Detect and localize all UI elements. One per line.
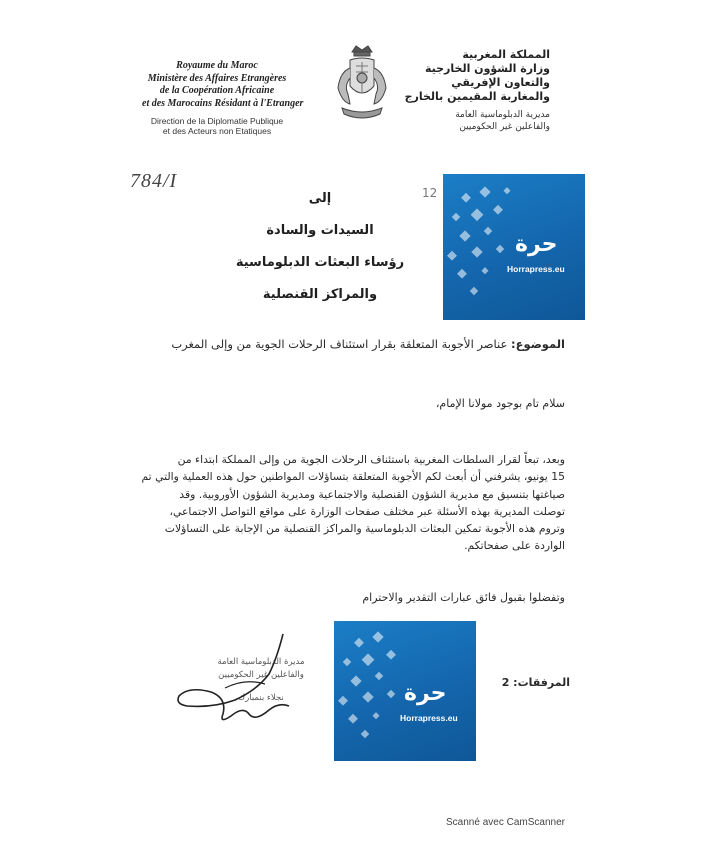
arabic-header bbox=[400, 48, 550, 133]
ar-direction bbox=[400, 110, 550, 133]
addressee-line: والمراكز القنصلية bbox=[262, 287, 378, 302]
attachments-count: المرفقات: 2 bbox=[501, 676, 570, 689]
handwritten-signature-icon bbox=[165, 628, 325, 738]
fr-header-line: et des Marocains Résidant à l'Etranger bbox=[142, 97, 304, 109]
scanner-footer: Scanné avec CamScanner bbox=[446, 817, 565, 828]
watermark-logo bbox=[334, 621, 476, 761]
ar-header-line: وزارة الشؤون الخارجية bbox=[424, 62, 550, 75]
watermark-url: Horrapress.eu bbox=[400, 713, 458, 723]
stamp-line: والفاعلين غير الحكوميين bbox=[218, 670, 304, 680]
diamond-pattern-icon bbox=[443, 174, 585, 320]
subject-line bbox=[150, 336, 565, 353]
addressee bbox=[230, 183, 410, 311]
watermark-url: Horrapress.eu bbox=[507, 264, 565, 274]
fr-header-line: Royaume du Maroc bbox=[176, 60, 258, 71]
subject-text: عناصر الأجوبة المتعلقة بقرار استئناف الرحلات الجوية من وإلى المغرب bbox=[171, 337, 508, 351]
addressee-line: رؤساء البعثات الدبلوماسية bbox=[235, 255, 405, 270]
watermark-name: حرة bbox=[515, 232, 558, 257]
partial-number: 12 bbox=[422, 186, 438, 200]
letter-body bbox=[135, 451, 565, 555]
ar-direction-line: والفاعلين غير الحكوميين bbox=[459, 121, 550, 132]
royal-emblem-icon bbox=[330, 42, 394, 128]
salutation: سلام تام بوجود مولانا الإمام، bbox=[435, 397, 565, 410]
ar-header-line: والمغاربة المقيمين بالخارج bbox=[404, 90, 550, 103]
addressee-line: إلى bbox=[308, 191, 332, 206]
body-line: توصلت المديرية بهذه الأسئلة عبر مختلف صفحات الوزارة على مواقع التواصل الاجتماعي، bbox=[169, 504, 565, 518]
ar-header-line: والتعاون الإفريقي bbox=[451, 76, 550, 89]
body-line: الواردة على صفحاتكم. bbox=[464, 539, 565, 553]
body-line: وبعد، تبعاً لقرار السلطات المغربية باستئناف الرحلات الجوية من وإلى المملكة ابتداء من bbox=[177, 453, 565, 466]
subject-label: الموضوع: bbox=[511, 337, 565, 351]
body-line: صياغتها بتنسيق مع مديرية الشؤون القنصلية والاجتماعية ومديرية الشؤون الأوروبية. وقد bbox=[179, 487, 565, 501]
french-header bbox=[142, 60, 304, 136]
closing-formula: وتفضلوا بقبول فائق عبارات التقدير والاحترام bbox=[362, 591, 565, 604]
fr-header-line: Ministère des Affaires Etrangères bbox=[147, 72, 287, 84]
watermark-logo bbox=[443, 174, 585, 320]
addressee-line: السيدات والسادة bbox=[266, 223, 374, 238]
body-line: 15 يونيو، يشرفني أن أبعث لكم الأجوبة المتعلقة بتساؤلات المواطنين حول هذه العملية والتي تم bbox=[141, 470, 565, 484]
fr-direction bbox=[142, 116, 292, 136]
fr-direction-line: et des Acteurs non Etatiques bbox=[162, 126, 272, 136]
ar-header-line: المملكة المغربية bbox=[462, 48, 550, 61]
reference-number: 784/I bbox=[130, 170, 178, 192]
ar-direction-line: مديرية الدبلوماسية العامة bbox=[455, 110, 550, 120]
fr-direction-line: Direction de la Diplomatie Publique bbox=[150, 116, 284, 126]
stamp-line: نجلاء بنمبارك bbox=[238, 693, 284, 703]
watermark-name: حرة bbox=[404, 681, 447, 706]
body-line: وتروم هذه الأجوبة تمكين البعثات الدبلوماسية والمراكز القنصلية من الإجابة على التساؤلات bbox=[164, 522, 565, 536]
fr-header-line: de la Coopération Africaine bbox=[159, 85, 275, 96]
stamp-line: مديرة الدبلوماسية العامة bbox=[217, 657, 305, 667]
